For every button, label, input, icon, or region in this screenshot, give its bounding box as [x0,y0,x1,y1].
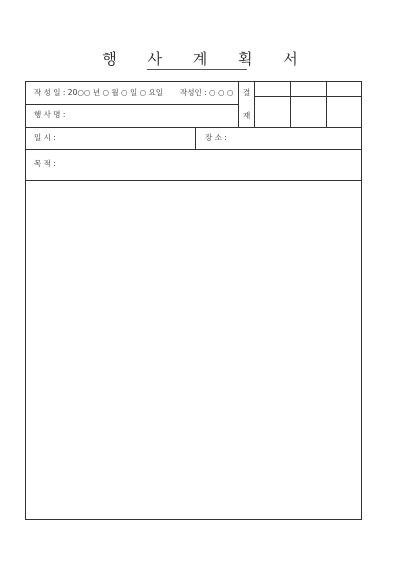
event-name-label: 행 사 명 : [34,110,66,119]
approval-label-bottom: 재 [243,111,251,120]
table-border-bottom [25,519,362,520]
row3-col-divider [195,127,196,150]
row1-divider [25,104,238,105]
table-border-right [361,81,362,520]
row2-divider [25,127,362,128]
month-placeholder: ○ [102,88,109,97]
weekday-unit: 요일 [146,88,163,97]
title-underline [147,69,247,70]
venue-label: 장 소 : [205,133,227,142]
author-label: 작성인 : [180,88,210,97]
document-title: 행 사 계 획 서 [102,50,311,68]
day-unit: 일 [127,88,140,97]
table-border-top [25,81,362,82]
author-line [180,88,233,98]
content-body[interactable] [26,181,361,519]
approval-label-divider [254,81,255,128]
year-placeholder: ○○ [77,88,91,97]
approval-left-divider [238,81,239,128]
month-unit: 월 [109,88,122,97]
approval-col-divider-1 [290,81,291,128]
row3-divider [25,149,362,150]
day-placeholder: ○ [121,88,128,97]
datetime-label: 일 시 : [34,133,56,142]
approval-divider [254,96,362,97]
approval-label-top: 결 [243,88,251,97]
date-label: 작 성 일 : 20 [34,88,78,97]
author-value: ○ ○ ○ [209,88,234,97]
approval-col-divider-2 [326,81,327,128]
year-unit: 년 [90,88,103,97]
purpose-label: 목 적 : [34,159,56,168]
weekday-placeholder: ○ [139,88,147,97]
date-author-line [34,88,163,98]
